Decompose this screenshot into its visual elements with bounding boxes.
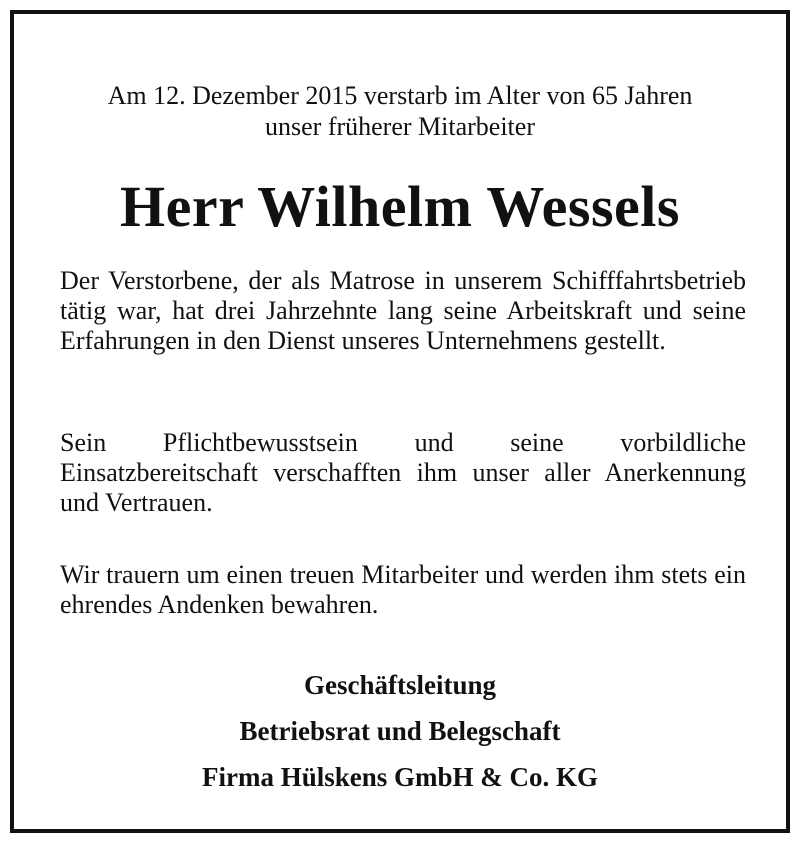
paragraph-mourning: Wir trauern um einen treuen Mitarbeiter und werden ihm stets ein ehrendes Andenken bewahren.	[60, 560, 746, 619]
deceased-name: Herr Wilhelm Wessels	[120, 174, 680, 239]
signer-management: Geschäftsleitung	[304, 670, 496, 700]
intro-line-1: Am 12. Dezember 2015 verstarb im Alter von 65 Jahren	[107, 81, 693, 110]
paragraph-service: Der Verstorbene, der als Matrose in unserem Schifffahrtsbetrieb tätig war, hat drei Jahrzehnte lang seine Arbeitskraft und seine Erfahrungen in den Dienst unseres Unternehmens gestellt.	[60, 266, 746, 355]
signer-works-council: Betriebsrat und Belegschaft	[239, 716, 561, 746]
intro-text	[14, 80, 786, 142]
signers-block	[14, 662, 786, 800]
intro-line-2: unser früherer Mitarbeiter	[265, 112, 535, 141]
paragraph-dedication: Sein Pflichtbewusstsein und seine vorbildliche Einsatzbereitschaft verschafften ihm unser aller Anerkennung und Vertrauen.	[60, 428, 746, 517]
obituary-notice	[10, 10, 790, 833]
signer-company: Firma Hülskens GmbH & Co. KG	[201, 762, 599, 792]
